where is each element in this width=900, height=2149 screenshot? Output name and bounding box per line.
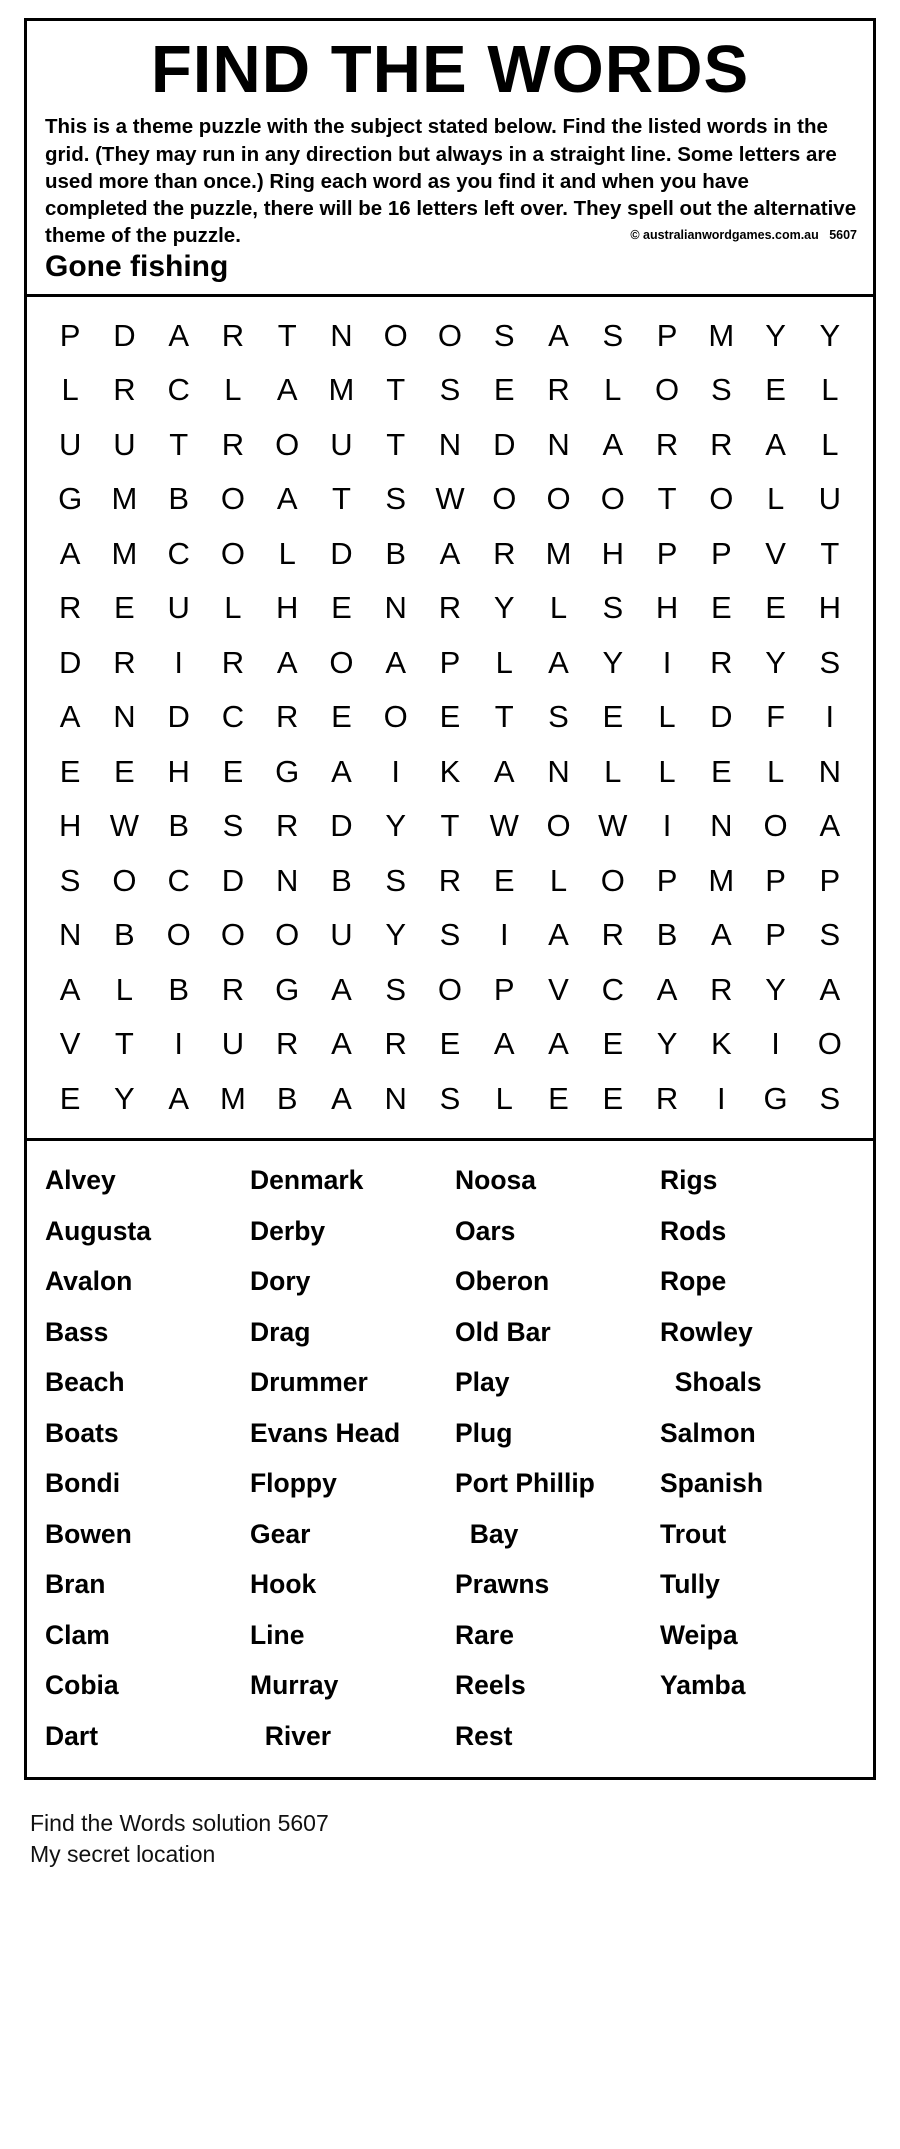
grid-cell: S [602,317,624,353]
grid-cell: O [275,426,300,462]
grid-cell: R [384,1026,407,1062]
grid-cell: M [220,1080,246,1116]
word-list-item: Drag [250,1316,311,1347]
grid-cell: L [115,971,134,1007]
word-list-item: Rest [455,1720,513,1751]
word-list-item: Murray [250,1670,339,1701]
word-list-item: Gear [250,1518,311,1549]
grid-cell: T [820,535,840,571]
grid-cell: L [766,753,785,789]
grid-cell: R [276,808,299,844]
grid-cell: O [600,862,625,898]
grid-cell: O [275,917,300,953]
grid-cell: L [604,753,622,789]
grid-cell: T [657,481,677,517]
word-list-item: Bay [455,1518,519,1549]
word-column [250,1155,455,1761]
grid-cell: N [276,862,299,898]
grid-cell: O [220,535,245,571]
grid-cell: R [655,1080,679,1116]
grid-cell: C [167,535,190,571]
grid-cell: L [495,1080,513,1116]
grid-cell: V [765,535,786,571]
grid-cell: P [710,535,732,571]
grid-cell: E [222,753,244,789]
grid-cell: O [600,481,625,517]
grid-cell: O [709,481,734,517]
grid-cell: S [385,971,407,1007]
grid-cell: V [59,1026,81,1062]
grid-cell: E [439,1026,461,1062]
word-list-item: Hook [250,1569,317,1600]
grid-cell: D [493,426,516,462]
grid-cell: O [546,808,571,844]
grid-cell: B [168,971,189,1007]
word-list-item: Noosa [455,1165,536,1196]
grid-cell: B [331,862,352,898]
grid-cell: E [493,372,515,408]
grid-cell: R [438,590,462,626]
grid-cell: P [765,862,786,898]
puzzle-card [24,18,876,1780]
grid-cell: R [276,1026,299,1062]
word-list-item: Old Bar [455,1316,551,1347]
grid-cell: P [656,317,678,353]
grid-cell: B [114,917,135,953]
grid-cell: Y [656,1026,678,1062]
grid-cell: R [221,426,245,462]
word-list-item: Spanish [660,1468,764,1499]
word-list-item: Cobia [45,1670,119,1701]
grid-cell: Y [493,590,515,626]
word-list-item: Salmon [660,1417,756,1448]
grid-cell: G [58,481,83,517]
grid-cell: E [765,590,786,626]
grid-cell: E [59,753,81,789]
grid-cell: T [331,481,351,517]
grid-cell: U [221,1026,245,1062]
grid-cell: A [59,971,81,1007]
grid-cell: M [328,372,355,408]
grid-cell: R [58,590,82,626]
word-list-item: Dart [45,1720,99,1751]
grid-cell: E [59,1080,81,1116]
word-list-item: Reels [455,1670,526,1701]
word-list-item: Rare [455,1619,514,1650]
grid-cell: D [710,699,733,735]
grid-cell: A [331,753,352,789]
grid-cell: P [439,644,461,680]
grid-cell: H [818,590,842,626]
grid-cell: A [602,426,624,462]
grid-cell: L [224,372,242,408]
grid-cell: B [168,808,189,844]
word-list-item: Tully [660,1569,720,1600]
grid-cell: A [276,481,298,517]
grid-cell: E [765,372,786,408]
grid-cell: T [440,808,460,844]
grid-cell: S [819,644,841,680]
grid-cell: E [114,590,135,626]
grid-cell: P [656,862,678,898]
grid-cell: L [658,753,676,789]
grid-cell: A [765,426,786,462]
word-list-item: Yamba [660,1670,746,1701]
grid-cell: G [763,1080,788,1116]
puzzle-subject: Gone fishing [45,249,229,283]
grid-cell: I [825,699,835,735]
grid-cell: N [710,808,733,844]
word-list-item: Rods [660,1215,727,1246]
grid-cell: Y [602,644,624,680]
word-list-item: Derby [250,1215,326,1246]
grid-cell: Y [819,317,841,353]
grid-cell: O [383,317,408,353]
grid-cell: G [275,753,300,789]
grid-cell: N [547,426,570,462]
grid-cell: Y [765,317,786,353]
grid-cell: S [385,481,407,517]
grid-cell: A [819,808,841,844]
grid-cell: C [167,862,190,898]
grid-cell: E [114,753,135,789]
word-list-item: Oberon [455,1266,550,1297]
grid-cell: R [113,644,136,680]
grid-cell: S [385,862,407,898]
grid-cell: M [111,535,138,571]
word-list-item: Prawns [455,1569,550,1600]
word-list-item: Line [250,1619,305,1650]
word-list-item: Rope [660,1266,727,1297]
grid-cell: O [220,481,245,517]
puzzle-number: 5607 [829,227,857,242]
grid-cell: S [710,372,732,408]
grid-cell: R [710,644,733,680]
grid-cell: A [548,1026,569,1062]
letter-grid [27,309,873,1127]
grid-cell: S [493,317,515,353]
grid-cell: R [493,535,516,571]
grid-cell: M [708,317,735,353]
grid-cell: O [492,481,517,517]
word-list-item: Bondi [45,1468,121,1499]
grid-cell: D [167,699,190,735]
grid-cell: L [604,372,622,408]
grid-cell: H [601,535,624,571]
grid-cell: K [439,753,461,789]
word-list-item: Boats [45,1417,119,1448]
grid-cell: L [658,699,676,735]
grid-cell: N [818,753,842,789]
grid-cell: N [330,317,353,353]
grid-cell: O [654,372,680,408]
grid-cell: N [384,1080,407,1116]
page-title: FIND THE WORDS [150,32,750,107]
grid-cell: R [655,426,679,462]
grid-cell: G [275,971,300,1007]
grid-cell: A [331,1026,352,1062]
grid-cell: A [548,644,569,680]
grid-cell: R [710,426,733,462]
grid-cell: S [602,590,624,626]
grid-cell: L [821,426,839,462]
grid-cell: R [221,971,245,1007]
letter-grid-container [27,294,873,1142]
grid-cell: A [710,917,732,953]
grid-cell: O [166,917,191,953]
grid-cell: M [545,535,572,571]
word-list-item: Bran [45,1569,106,1600]
grid-cell: U [818,481,842,517]
grid-cell: A [656,971,678,1007]
grid-cell: E [710,753,732,789]
grid-cell: B [168,481,189,517]
grid-cell: D [330,808,353,844]
grid-cell: P [656,535,678,571]
grid-cell: E [331,699,352,735]
grid-cell: T [277,317,297,353]
grid-cell: S [439,1080,461,1116]
grid-cell: S [439,372,461,408]
grid-cell: S [439,917,461,953]
grid-cell: W [598,808,628,844]
grid-cell: M [111,481,138,517]
word-list-item: Play [455,1367,510,1398]
word-list-item: Weipa [660,1619,738,1650]
grid-cell: O [817,1026,842,1062]
word-list-item: Trout [660,1518,727,1549]
grid-cell: R [276,699,299,735]
copyright-text: © australianwordgames.com.au [630,227,819,242]
grid-cell: S [819,1080,841,1116]
grid-cell: L [278,535,296,571]
grid-cell: C [167,372,190,408]
grid-cell: V [548,971,569,1007]
grid-cell: I [717,1080,726,1116]
word-list-item: Denmark [250,1165,364,1196]
word-list-item: Evans Head [250,1417,401,1448]
grid-cell: R [601,917,624,953]
grid-cell: A [493,1026,515,1062]
grid-cell: L [549,862,568,898]
grid-cell: F [766,699,786,735]
grid-cell: L [495,644,513,680]
grid-cell: A [59,699,81,735]
grid-cell: O [763,808,788,844]
grid-cell: W [109,808,140,844]
grid-cell: P [59,317,81,353]
grid-cell: O [437,971,463,1007]
grid-cell: E [602,1026,624,1062]
grid-cell: A [276,644,298,680]
grid-cell: B [656,917,678,953]
grid-cell: R [221,644,245,680]
word-column [660,1155,865,1761]
grid-cell: U [58,426,82,462]
grid-cell: D [58,644,82,680]
grid-cell: E [548,1080,569,1116]
grid-cell: A [439,535,461,571]
footer-solution-line: Find the Words solution 5607 [30,1810,329,1837]
grid-cell: A [548,317,569,353]
grid-cell: O [329,644,354,680]
grid-cell: O [220,917,245,953]
word-list-item: Bowen [45,1518,132,1549]
grid-cell: H [58,808,82,844]
word-list-item: Oars [455,1215,516,1246]
word-list-item: Shoals [660,1367,762,1398]
grid-cell: B [276,1080,298,1116]
grid-cell: A [59,535,81,571]
grid-cell: U [113,426,136,462]
word-list-item: Rowley [660,1316,753,1347]
word-list-item: Port Phillip [455,1468,595,1499]
word-list-item: Beach [45,1367,125,1398]
grid-cell: P [819,862,841,898]
grid-cell: H [276,590,299,626]
grid-cell: E [331,590,352,626]
grid-cell: A [168,1080,189,1116]
grid-cell: U [167,590,190,626]
grid-cell: T [386,372,406,408]
grid-cell: M [708,862,735,898]
grid-cell: U [330,426,353,462]
grid-cell: D [113,317,136,353]
grid-cell: L [766,481,785,517]
word-list-item: River [250,1720,332,1751]
footer [24,1780,876,1870]
grid-cell: N [547,753,570,789]
word-list-item: Augusta [45,1215,151,1246]
grid-cell: H [655,590,679,626]
grid-cell: O [437,317,463,353]
grid-cell: S [222,808,244,844]
grid-cell: N [384,590,407,626]
grid-cell: I [662,644,672,680]
word-list-item: Plug [455,1417,513,1448]
grid-cell: Y [114,1080,135,1116]
grid-cell: C [221,699,245,735]
grid-cell: A [276,372,298,408]
grid-cell: T [169,426,189,462]
grid-cell: O [112,862,137,898]
grid-cell: A [548,917,569,953]
grid-cell: L [821,372,839,408]
grid-cell: S [819,917,841,953]
grid-cell: N [113,699,136,735]
grid-cell: D [330,535,353,571]
grid-cell: O [546,481,571,517]
grid-cell: A [493,753,515,789]
grid-cell: O [383,699,408,735]
grid-cell: N [438,426,462,462]
grid-cell: C [601,971,624,1007]
grid-cell: E [439,699,461,735]
grid-cell: A [331,971,352,1007]
grid-cell: R [221,317,245,353]
grid-cell: N [58,917,82,953]
grid-cell: L [224,590,242,626]
grid-cell: P [765,917,786,953]
grid-cell: Y [385,917,407,953]
grid-cell: A [168,317,189,353]
grid-cell: E [602,1080,624,1116]
grid-cell: Y [765,971,786,1007]
grid-cell: Y [385,808,407,844]
word-list-item: Drummer [250,1367,368,1398]
grid-cell: I [174,1026,183,1062]
word-list-item: Floppy [250,1468,337,1499]
grid-cell: P [493,971,515,1007]
grid-cell: I [499,917,509,953]
word-list [27,1141,873,1777]
grid-cell: T [114,1026,134,1062]
word-list-item: Dory [250,1266,311,1297]
grid-cell: S [548,699,569,735]
grid-cell: W [435,481,465,517]
grid-cell: A [331,1080,352,1116]
grid-cell: R [710,971,733,1007]
grid-cell: Y [765,644,786,680]
instructions-text: This is a theme puzzle with the subject stated below. Find the listed words in the grid. (They may run in any direction but always in a straight line. Some letters are used more than once.) Ring each word as you find it and when you have completed the puzzle, there will be 16 letters left over. They spell out the alternative theme of the puzzle. [45,115,857,248]
grid-cell: E [602,699,624,735]
grid-cell: T [386,426,406,462]
grid-cell: U [330,917,353,953]
grid-cell: K [710,1026,732,1062]
grid-cell: R [438,862,462,898]
grid-cell: R [113,372,136,408]
grid-cell: L [61,372,79,408]
word-column [455,1155,660,1761]
grid-cell: L [549,590,568,626]
grid-cell: I [391,753,401,789]
footer-answer-line: My secret location [30,1841,216,1868]
grid-cell: I [174,644,183,680]
word-list-item: Avalon [45,1266,133,1297]
word-column [45,1155,250,1761]
grid-cell: A [819,971,841,1007]
grid-cell: H [167,753,190,789]
grid-cell: D [221,862,245,898]
word-list-item: Bass [45,1316,109,1347]
word-list-item: Clam [45,1619,110,1650]
grid-cell: I [771,1026,780,1062]
grid-cell: E [710,590,732,626]
grid-cell: A [385,644,407,680]
grid-cell: S [59,862,81,898]
word-list-item: Rigs [660,1165,718,1196]
grid-cell: T [494,699,514,735]
grid-cell: B [385,535,407,571]
grid-cell: I [662,808,672,844]
word-list-item: Alvey [45,1165,116,1196]
grid-cell: W [489,808,519,844]
grid-cell: R [547,372,570,408]
grid-cell: E [493,862,515,898]
